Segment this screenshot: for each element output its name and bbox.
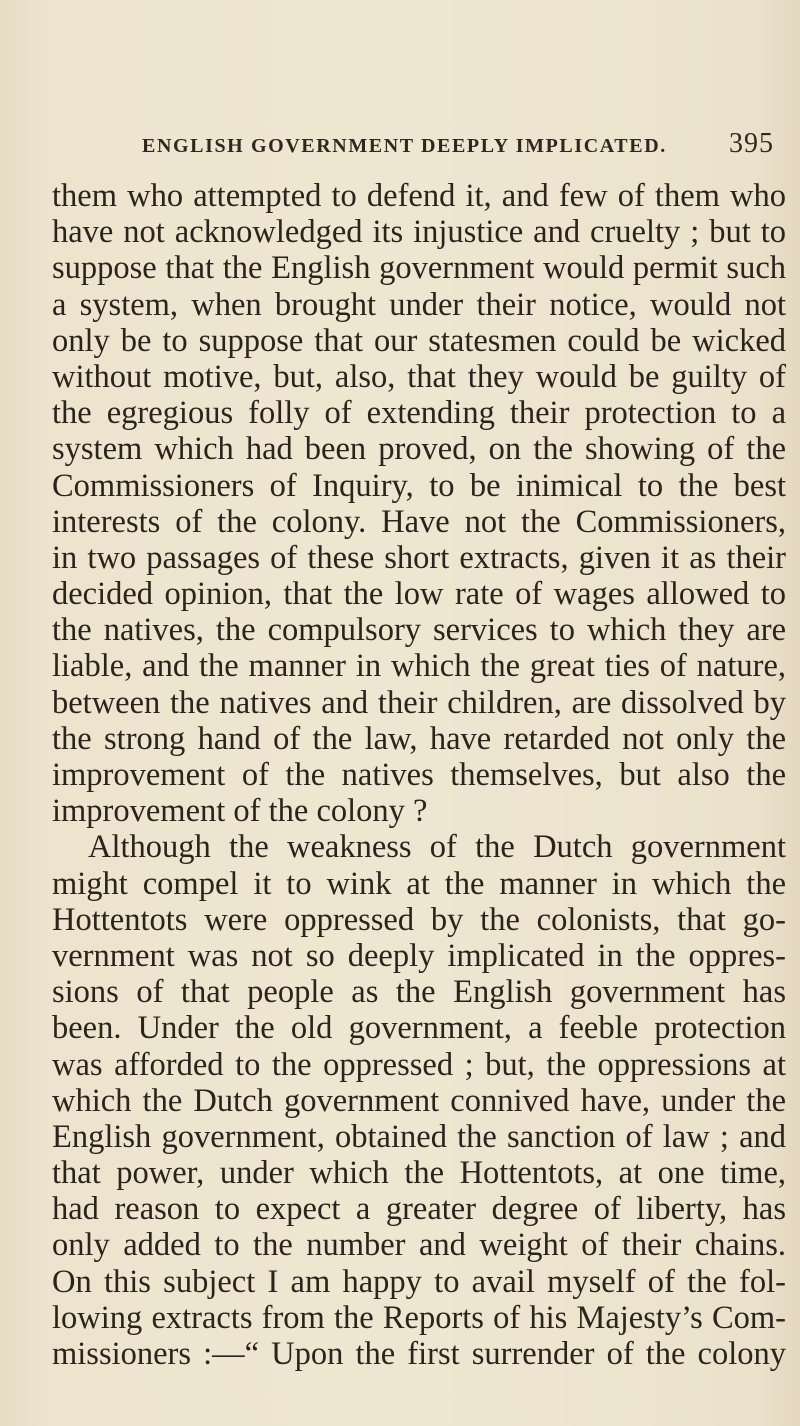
text-line: improvement of the natives themselves, but also the bbox=[52, 757, 786, 793]
text-line: suppose that the English government would permit such bbox=[52, 250, 786, 287]
text-line: only be to suppose that our statesmen could be wicked bbox=[52, 322, 786, 359]
text-line: English government, obtained the sanction of law ; and bbox=[52, 1118, 786, 1155]
text-line: system which had been proved, on the showing of the bbox=[52, 431, 786, 468]
text-line: that power, under which the Hottentots, at one time, bbox=[52, 1155, 786, 1192]
text-line: liable, and the manner in which the great ties of nature, bbox=[52, 648, 786, 685]
running-title: ENGLISH GOVERNMENT DEEPLY IMPLICATED. bbox=[142, 135, 667, 157]
text-line: Although the weakness of the Dutch government bbox=[88, 829, 786, 866]
text-line: Hottentots were oppressed by the colonists, that go- bbox=[52, 901, 786, 938]
text-line: decided opinion, that the low rate of wages allowed to bbox=[52, 576, 786, 613]
text-line: improvement of the colony ? bbox=[52, 793, 428, 830]
text-line: lowing extracts from the Reports of his Majesty’s Com- bbox=[52, 1299, 786, 1336]
text-line: sions of that people as the English government has bbox=[52, 974, 786, 1011]
text-line: have not acknowledged its injustice and cruelty ; but to bbox=[52, 214, 786, 251]
text-line: a system, when brought under their notice, would not bbox=[52, 286, 786, 323]
running-head bbox=[142, 128, 774, 162]
text-line: Commissioners of Inquiry, to be inimical to the best bbox=[52, 467, 786, 504]
page-number: 395 bbox=[729, 128, 774, 159]
text-line: the natives, the compulsory services to which they are bbox=[52, 612, 786, 649]
text-line: been. Under the old government, a feeble protection bbox=[52, 1010, 786, 1047]
text-line: On this subject I am happy to avail myself of the fol- bbox=[52, 1263, 786, 1300]
text-line: had reason to expect a greater degree of liberty, has bbox=[52, 1191, 786, 1228]
text-line: only added to the number and weight of their chains. bbox=[52, 1227, 786, 1264]
text-line: the egregious folly of extending their protection to a bbox=[52, 395, 786, 432]
body-text bbox=[52, 178, 786, 1372]
text-line: without motive, but, also, that they would be guilty of bbox=[52, 358, 786, 395]
text-line: interests of the colony. Have not the Commissioners, bbox=[52, 503, 786, 540]
text-line: missioners :—“ Upon the first surrender of the colony bbox=[52, 1336, 786, 1372]
text-line: them who attempted to defend it, and few of them who bbox=[52, 178, 786, 214]
text-line: the strong hand of the law, have retarded not only the bbox=[52, 720, 786, 757]
text-line: which the Dutch government connived have, under the bbox=[52, 1082, 786, 1119]
text-line: was afforded to the oppressed ; but, the oppressions at bbox=[52, 1046, 786, 1083]
text-line: between the natives and their children, are dissolved by bbox=[52, 684, 786, 721]
text-line: might compel it to wink at the manner in which the bbox=[52, 865, 786, 902]
text-line: vernment was not so deeply implicated in the oppres- bbox=[52, 937, 786, 974]
text-line: in two passages of these short extracts, given it as their bbox=[52, 539, 786, 576]
